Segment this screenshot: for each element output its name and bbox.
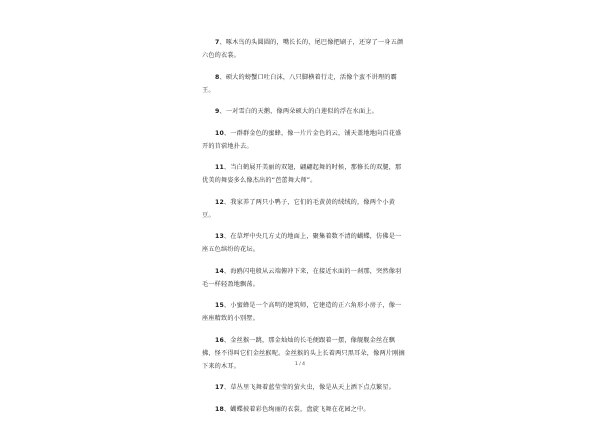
item-text: 在草坪中央几方丈的地面上，聚集着数不清的蝴蝶，仿佛是一座五色缤纷的花坛。: [202, 233, 402, 253]
item-text: 草丛里飞舞着蓝莹莹的萤火虫，像是从天上洒下点点繁星。: [230, 384, 396, 391]
item-text: 一群群金色的蜜蜂，像一片片金色的云，铺天盖地地向百花盛开的苜蓿地扑去。: [202, 129, 402, 150]
list-item: 8、硕大的螃蟹口吐白沫，八只脚横着行走，活像个蛮不讲理的霸王。: [202, 73, 397, 94]
item-number: 10: [215, 129, 224, 137]
item-text: 蝴蝶披着彩色绚丽的衣裳，盘旋飞舞在花园之中。: [230, 405, 370, 413]
item-text: 金丝猴一跳，那金灿灿的长毛便跟着一摆，像舰舰金丝在飘拂，怪不得叫它们金丝猴呢。金丝猴的头上长着两只黑耳朵，像两片刚摘下来的木耳。: [202, 336, 405, 370]
item-number: 11: [215, 164, 224, 171]
item-number: 16: [215, 336, 224, 344]
item-number: 18: [215, 405, 224, 413]
item-text: 小蜜蜂是一个高明的建筑师，它建造的正六角形小房子，像一座座精致的小别墅。: [202, 302, 402, 322]
list-item: 16、金丝猴一跳，那金灿灿的长毛便跟着一摆，像舰舰金丝在飘拂，怪不得叫它们金丝猴呢。金丝猴的头上长着两只黑耳朵，像两片刚摘下来的木耳。: [202, 336, 405, 370]
list-item: 17、草丛里飞舞着蓝莹莹的萤火虫，像是从天上洒下点点繁星。: [215, 384, 396, 391]
item-text: 海鸥闪电般从云端俯冲下来，在接近水面的一刹那，突然像羽毛一样轻盈地飘荡。: [202, 267, 402, 288]
list-item: 10、一群群金色的蜜蜂，像一片片金色的云，铺天盖地地向百花盛开的苜蓿地扑去。: [202, 129, 402, 150]
item-text: 一对雪白的天鹅，像两朵硕大的白莲似的浮在水面上。: [225, 108, 378, 115]
item-text: 啄木鸟的头圆圆的，嘴长长的，尾巴像把刷子，还穿了一身五颜六色的衣裳。: [202, 39, 404, 59]
list-item: 14、海鸥闪电般从云端俯冲下来，在接近水面的一刹那，突然像羽毛一样轻盈地飘荡。: [202, 267, 402, 288]
item-number: 14: [215, 267, 224, 275]
item-text: 当白鹤展开美丽的双翅，翩翩起舞的时候，那修长的双腿，那优美的舞姿多么像杰出的“芭蕾舞大师”。: [202, 164, 402, 184]
item-number: 7: [215, 39, 220, 46]
page-number: 1 / 4: [294, 362, 306, 367]
item-number: 13: [215, 233, 224, 240]
item-text: 硕大的螃蟹口吐白沫，八只脚横着行走，活像个蛮不讲理的霸王。: [202, 73, 397, 94]
item-number: 12: [215, 198, 224, 206]
list-item: 9、一对雪白的天鹅，像两朵硕大的白莲似的浮在水面上。: [215, 108, 378, 115]
list-item: 18、蝴蝶披着彩色绚丽的衣裳，盘旋飞舞在花园之中。: [215, 405, 370, 413]
list-item: 15、小蜜蜂是一个高明的建筑师，它建造的正六角形小房子，像一座座精致的小别墅。: [202, 302, 402, 322]
list-item: 7、啄木鸟的头圆圆的，嘴长长的，尾巴像把刷子，还穿了一身五颜六色的衣裳。: [202, 39, 404, 59]
item-number: 9: [215, 108, 220, 115]
item-number: 15: [215, 302, 224, 309]
list-item: 12、我家养了两只小鸭子，它们的毛黄黄的绒绒的，像两个小黄豆。: [202, 198, 396, 219]
item-text: 我家养了两只小鸭子，它们的毛黄黄的绒绒的，像两个小黄豆。: [202, 198, 396, 219]
list-item: 13、在草坪中央几方丈的地面上，聚集着数不清的蝴蝶，仿佛是一座五色缤纷的花坛。: [202, 233, 402, 253]
item-number: 8: [215, 73, 220, 81]
item-number: 17: [215, 384, 224, 391]
list-item: 11、当白鹤展开美丽的双翅，翩翩起舞的时候，那修长的双腿，那优美的舞姿多么像杰出的“芭蕾舞大师”。: [202, 164, 402, 184]
